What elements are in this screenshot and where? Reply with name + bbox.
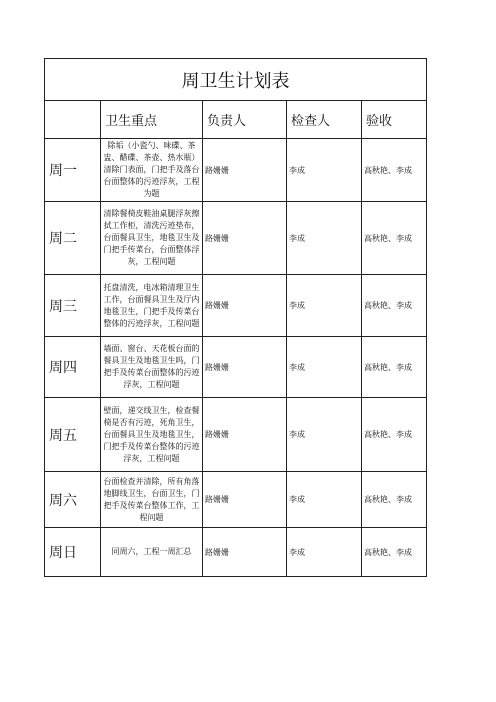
table-row bbox=[45, 337, 427, 398]
hygiene-plan-sheet bbox=[44, 58, 426, 577]
day-cell: 周一 bbox=[45, 139, 101, 202]
day-cell: 周四 bbox=[45, 337, 101, 398]
day-cell: 周六 bbox=[45, 472, 101, 528]
hygiene-plan-table bbox=[44, 58, 427, 577]
acceptance-cell: 高秋艳、李成 bbox=[362, 528, 427, 577]
checker-cell: 李成 bbox=[287, 139, 362, 202]
task-cell: 墙面、窗台、天花板台面的餐具卫生及地毯卫生吗，门把手及传菜台面整体的污迹浮灰，工程问题 bbox=[101, 337, 203, 398]
table-row bbox=[45, 275, 427, 337]
header-day bbox=[45, 101, 101, 139]
task-cell: 托盘清洗，电冰箱清理卫生工作，台面餐具卫生及厅内地毯卫生，门把手及传菜台整体的污迹浮灰，工程问题 bbox=[101, 275, 203, 337]
responsible-cell: 路姗姗 bbox=[203, 398, 287, 472]
task-cell: 壁面，递交线卫生，检查餐椅是否有污迹，死角卫生，台面餐具卫生及地毯卫生，门把手及传菜台整体的污迹浮灰，工程问题 bbox=[101, 398, 203, 472]
acceptance-cell: 高秋艳、李成 bbox=[362, 275, 427, 337]
responsible-cell: 路姗姗 bbox=[203, 139, 287, 202]
responsible-cell: 路姗姗 bbox=[203, 275, 287, 337]
checker-cell: 李成 bbox=[287, 398, 362, 472]
day-cell: 周二 bbox=[45, 202, 101, 275]
checker-cell: 李成 bbox=[287, 472, 362, 528]
acceptance-cell: 高秋艳、李成 bbox=[362, 202, 427, 275]
header-acceptance: 验收 bbox=[362, 101, 427, 139]
acceptance-cell: 高秋艳、李成 bbox=[362, 398, 427, 472]
task-cell: 台面检查并清除，所有角落地脚线卫生，台面卫生，门把手及传菜台整体工作，工程问题 bbox=[101, 472, 203, 528]
table-row bbox=[45, 528, 427, 577]
table-row bbox=[45, 472, 427, 528]
day-cell: 周日 bbox=[45, 528, 101, 577]
checker-cell: 李成 bbox=[287, 202, 362, 275]
task-cell: 除垢（小瓷勺、味碟、茶盅、醋碟、茶壶、热水瓶）清除门表面，门把手及落台台面整体的污迹浮灰，工程为题 bbox=[101, 139, 203, 202]
header-checker: 检查人 bbox=[287, 101, 362, 139]
header-focus: 卫生重点 bbox=[101, 101, 203, 139]
responsible-cell: 路姗姗 bbox=[203, 472, 287, 528]
acceptance-cell: 高秋艳、李成 bbox=[362, 139, 427, 202]
table-row bbox=[45, 398, 427, 472]
table-row bbox=[45, 202, 427, 275]
acceptance-cell: 高秋艳、李成 bbox=[362, 472, 427, 528]
task-cell: 同周六，工程一周汇总 bbox=[101, 528, 203, 577]
acceptance-cell: 高秋艳、李成 bbox=[362, 337, 427, 398]
page-title: 周卫生计划表 bbox=[45, 59, 427, 101]
responsible-cell: 路姗姗 bbox=[203, 337, 287, 398]
task-cell: 清除餐椅皮鞋油桌腿浮灰擦拭工作柜，清洗污迹垫布，台面餐具卫生，地毯卫生及门把手传菜台，台面整体浮灰，工程问题 bbox=[101, 202, 203, 275]
day-cell: 周五 bbox=[45, 398, 101, 472]
header-row bbox=[45, 101, 427, 139]
header-responsible: 负责人 bbox=[203, 101, 287, 139]
day-cell: 周三 bbox=[45, 275, 101, 337]
checker-cell: 李成 bbox=[287, 337, 362, 398]
title-row bbox=[45, 59, 427, 101]
checker-cell: 李成 bbox=[287, 528, 362, 577]
responsible-cell: 路姗姗 bbox=[203, 528, 287, 577]
table-row bbox=[45, 139, 427, 202]
checker-cell: 李成 bbox=[287, 275, 362, 337]
responsible-cell: 路姗姗 bbox=[203, 202, 287, 275]
